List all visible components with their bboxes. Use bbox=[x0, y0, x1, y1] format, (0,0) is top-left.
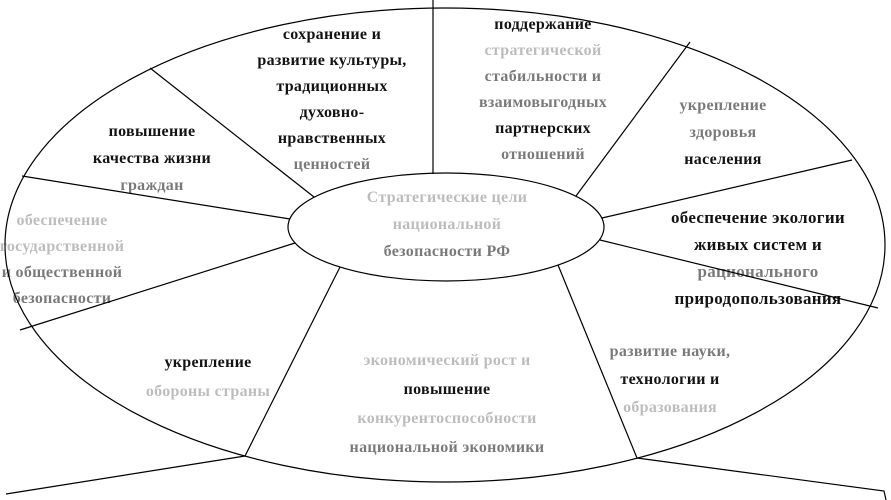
sector-national-economy bbox=[350, 346, 545, 462]
label-line: партнерских bbox=[495, 120, 591, 137]
label-line: здоровья bbox=[689, 124, 757, 141]
label-line: традиционных bbox=[276, 78, 388, 95]
label-line: конкурентоспособности bbox=[357, 410, 537, 427]
sector-science-education bbox=[610, 338, 731, 422]
label-line: нравственных bbox=[277, 130, 387, 147]
label-line: живых систем и bbox=[694, 235, 822, 254]
label-line: развитие науки, bbox=[609, 343, 731, 360]
label-line: обеспечение bbox=[16, 212, 108, 229]
label-line: стратегической bbox=[484, 42, 602, 59]
sector-national-defense bbox=[146, 348, 270, 406]
sector-public-health bbox=[679, 92, 766, 173]
connector-bottom-right bbox=[637, 458, 886, 500]
label-line: качества жизни bbox=[92, 150, 212, 167]
label-line: отношений bbox=[501, 146, 585, 163]
label-line: рационального bbox=[697, 262, 819, 281]
label-line: природопользования bbox=[674, 289, 842, 308]
label-line: укрепление bbox=[164, 354, 252, 371]
label-line: национальной экономики bbox=[349, 439, 545, 456]
label-line: технологии и bbox=[620, 371, 720, 388]
label-line: образования bbox=[623, 399, 717, 416]
label-line: сохранение и bbox=[282, 26, 382, 43]
label-line: Стратегические цели bbox=[366, 189, 528, 206]
sector-quality-of-life bbox=[93, 118, 211, 199]
label-line: повышение bbox=[108, 123, 196, 140]
label-line: обороны страны bbox=[145, 383, 271, 400]
sector-ecology bbox=[671, 204, 845, 312]
label-line: национальной bbox=[392, 216, 502, 233]
label-line: укрепление bbox=[679, 97, 767, 114]
label-line: стабильности и bbox=[484, 68, 602, 85]
label-line: безопасности РФ bbox=[383, 243, 511, 260]
label-line: экономический рост и bbox=[363, 352, 531, 369]
label-line: граждан bbox=[120, 177, 184, 194]
label-line: повышение bbox=[403, 381, 491, 398]
label-line: ценностей bbox=[293, 156, 371, 173]
label-line: государственной bbox=[0, 238, 125, 255]
sector-culture bbox=[257, 22, 406, 178]
label-line: и общественной bbox=[1, 264, 123, 281]
sector-state-public-security bbox=[0, 208, 124, 312]
label-line: взаимовыгодных bbox=[478, 94, 608, 111]
label-line: духовно- bbox=[299, 104, 365, 121]
sector-strategic-partnership bbox=[479, 12, 607, 168]
label-line: безопасности bbox=[12, 290, 112, 307]
label-line: населения bbox=[684, 151, 762, 168]
label-line: развитие культуры, bbox=[257, 52, 407, 69]
label-line: поддержание bbox=[494, 16, 592, 33]
connector-bottom-left bbox=[6, 456, 245, 494]
label-line: обеспечение экологии bbox=[670, 208, 846, 227]
center-goal-label bbox=[367, 184, 528, 265]
